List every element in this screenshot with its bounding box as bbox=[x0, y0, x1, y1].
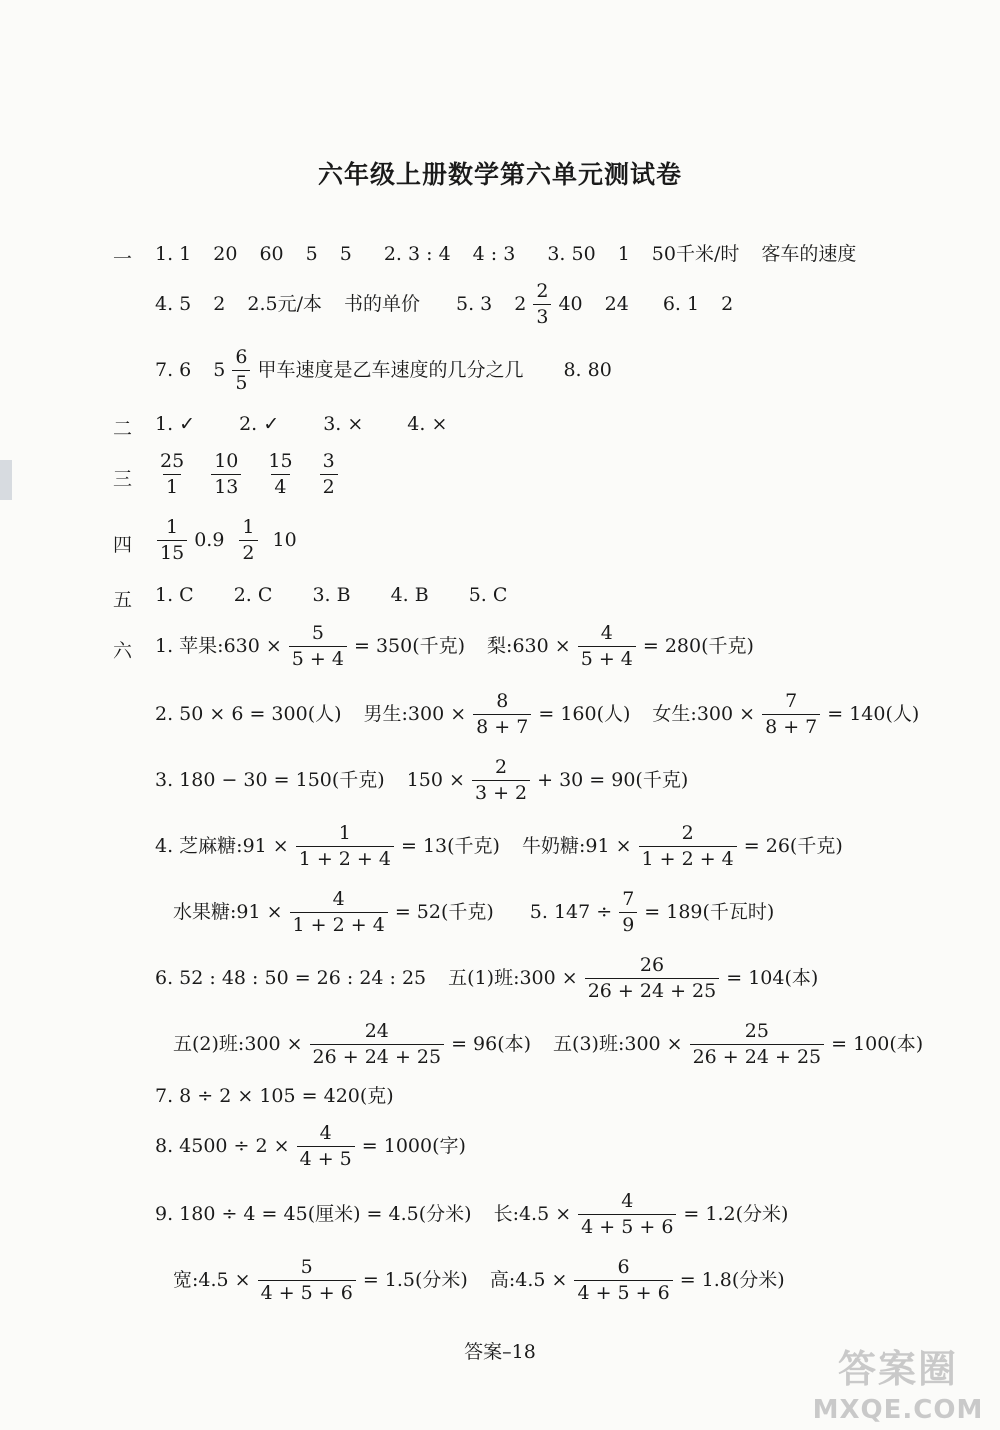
answer-text: = 280(千克) bbox=[642, 634, 754, 657]
fraction: $\frac{6}{4 + 5 + 6}$ bbox=[574, 1258, 672, 1303]
answer-text: 6. 1 bbox=[662, 292, 700, 315]
fraction: $\frac{1}{2}$ bbox=[239, 518, 257, 563]
answer-line-6-9a bbox=[155, 1184, 788, 1244]
fraction: $\frac{2}{3 + 2}$ bbox=[472, 758, 530, 803]
answer-text: 2. ✓ bbox=[239, 412, 280, 435]
answer-text: 1. C bbox=[155, 583, 194, 606]
answer-line-1-2 bbox=[155, 274, 733, 334]
answer-text: 1. 苹果:630 × bbox=[155, 634, 282, 657]
answer-text: 1 bbox=[617, 242, 630, 265]
answer-text: 40 bbox=[558, 292, 583, 315]
answer-text: = 1.8(分米) bbox=[679, 1268, 785, 1291]
answer-text: = 160(人) bbox=[538, 702, 631, 725]
answer-text: 高:4.5 × bbox=[489, 1268, 568, 1291]
answer-text: 五(2)班:300 × bbox=[173, 1032, 303, 1055]
answer-text: 9. 180 ÷ 4 = 45(厘米) = 4.5(分米) bbox=[155, 1202, 472, 1225]
section-label-6: 六 bbox=[113, 640, 133, 662]
answer-text: 梨:630 × bbox=[487, 634, 571, 657]
fraction: $\frac{24}{26 + 24 + 25}$ bbox=[310, 1022, 445, 1067]
answer-line-6-4b bbox=[173, 882, 774, 942]
answer-text: 4. × bbox=[407, 412, 448, 435]
fraction: $\frac{4}{4 + 5}$ bbox=[297, 1124, 355, 1169]
answer-text: 书的单价 bbox=[343, 292, 420, 315]
answer-text: = 1.5(分米) bbox=[362, 1268, 468, 1291]
answer-text: = 189(千瓦时) bbox=[644, 900, 775, 923]
answer-text: 3. 180 − 30 = 150(千克) bbox=[155, 768, 385, 791]
answer-text: 1. 1 bbox=[155, 242, 192, 265]
answer-text: 7. 6 bbox=[155, 358, 192, 381]
answer-text: 5. 147 ÷ bbox=[529, 900, 613, 923]
answer-text: 2 bbox=[514, 292, 527, 315]
answer-line-6-2 bbox=[155, 684, 919, 744]
section-label-4: 四 bbox=[113, 534, 133, 556]
answer-text: 4. B bbox=[390, 583, 429, 606]
answer-line-3 bbox=[150, 444, 345, 504]
fraction: $\frac{2}{3}$ bbox=[533, 282, 551, 327]
answer-text: 宽:4.5 × bbox=[173, 1268, 251, 1291]
answer-text: 50千米/时 bbox=[651, 242, 740, 265]
answer-text: 长:4.5 × bbox=[493, 1202, 572, 1225]
watermark-url: MXQE.COM bbox=[812, 1395, 984, 1425]
fraction: $\frac{4}{4 + 5 + 6}$ bbox=[578, 1192, 676, 1237]
answer-text: 5. C bbox=[468, 583, 508, 606]
answer-text: = 1.2(分米) bbox=[683, 1202, 789, 1225]
fraction: $\frac{15}{4}$ bbox=[268, 449, 293, 498]
answer-text: 3. × bbox=[323, 412, 364, 435]
answer-text: 客车的速度 bbox=[761, 242, 857, 265]
answer-text: = 1000(字) bbox=[361, 1134, 466, 1157]
answer-line-6-1 bbox=[155, 616, 754, 676]
fraction: $\frac{7}{9}$ bbox=[619, 890, 637, 935]
answer-line-6-8 bbox=[155, 1116, 466, 1176]
fraction: $\frac{3}{2}$ bbox=[320, 452, 338, 497]
section-label-5: 五 bbox=[113, 589, 133, 611]
fraction: $\frac{4}{5 + 4}$ bbox=[578, 624, 636, 669]
answer-text: 1. ✓ bbox=[155, 412, 196, 435]
answer-line-6-3 bbox=[155, 750, 688, 810]
answer-text: 5 bbox=[305, 242, 318, 265]
answer-text: 2 bbox=[213, 292, 226, 315]
fraction: $\frac{5}{5 + 4}$ bbox=[289, 624, 347, 669]
watermark-logo bbox=[808, 1338, 988, 1425]
answer-text: + 30 = 90(千克) bbox=[537, 768, 689, 791]
answer-text: = 13(千克) bbox=[400, 834, 500, 857]
fraction: $\frac{26}{26 + 24 + 25}$ bbox=[585, 956, 720, 1001]
answer-text: 3. 50 bbox=[547, 242, 596, 265]
answer-text: 女生:300 × bbox=[652, 702, 756, 725]
answer-text: 60 bbox=[259, 242, 284, 265]
answer-line-4 bbox=[150, 510, 297, 570]
answer-text: 五(3)班:300 × bbox=[553, 1032, 683, 1055]
section-label-3: 三 bbox=[113, 468, 133, 490]
fraction: $\frac{2}{1 + 2 + 4}$ bbox=[639, 824, 737, 869]
fraction: $\frac{1}{1 + 2 + 4}$ bbox=[296, 824, 394, 869]
answer-text: 8. 80 bbox=[563, 358, 612, 381]
answer-text: = 52(千克) bbox=[394, 900, 494, 923]
answer-text: 2. 3 : 4 bbox=[383, 242, 451, 265]
section-label-1: 一 bbox=[113, 248, 133, 270]
answer-text: 2.5元/本 bbox=[247, 292, 322, 315]
answer-text: 甲车速度是乙车速度的几分之几 bbox=[257, 358, 524, 381]
answer-line-6-6a bbox=[155, 948, 818, 1008]
answer-text: 150 × bbox=[406, 768, 465, 791]
answer-text: = 140(人) bbox=[827, 702, 920, 725]
fraction: $\frac{10}{13}$ bbox=[211, 452, 241, 497]
watermark-logo-text: 答案圈 bbox=[837, 1347, 958, 1391]
answer-line-1-3 bbox=[155, 340, 612, 400]
answer-text: = 100(本) bbox=[831, 1032, 924, 1055]
answer-text: 0.9 bbox=[194, 528, 225, 551]
answer-text: 4. 5 bbox=[155, 292, 192, 315]
answer-text: 牛奶糖:91 × bbox=[521, 834, 632, 857]
answer-text: 5 bbox=[213, 358, 226, 381]
page-number: 答案–18 bbox=[464, 1341, 536, 1363]
answer-text: 2 bbox=[721, 292, 734, 315]
answer-text: 8. 4500 ÷ 2 × bbox=[155, 1134, 290, 1157]
answer-text: 4 : 3 bbox=[472, 242, 516, 265]
scan-edge-mark bbox=[0, 460, 12, 500]
answer-text: 24 bbox=[604, 292, 629, 315]
answer-text: = 104(本) bbox=[726, 966, 819, 989]
answer-text: 2. 50 × 6 = 300(人) bbox=[155, 702, 342, 725]
fraction: $\frac{5}{4 + 5 + 6}$ bbox=[258, 1258, 356, 1303]
page-title: 六年级上册数学第六单元测试卷 bbox=[317, 160, 682, 189]
answer-line-6-6b bbox=[173, 1014, 923, 1074]
fraction: $\frac{1}{15}$ bbox=[157, 518, 187, 563]
fraction: $\frac{7}{8 + 7}$ bbox=[762, 692, 820, 737]
answer-text: = 26(千克) bbox=[743, 834, 843, 857]
answer-text: 4. 芝麻糖:91 × bbox=[155, 834, 289, 857]
answer-text: 五(1)班:300 × bbox=[448, 966, 578, 989]
answer-text: 2. C bbox=[233, 583, 273, 606]
fraction: $\frac{8}{8 + 7}$ bbox=[473, 692, 531, 737]
answer-text: = 96(本) bbox=[451, 1032, 532, 1055]
answer-text: 水果糖:91 × bbox=[173, 900, 283, 923]
answer-text: 5. 3 bbox=[456, 292, 493, 315]
fraction: $\frac{6}{5}$ bbox=[232, 348, 250, 393]
answer-text: 20 bbox=[213, 242, 238, 265]
answer-line-6-9b bbox=[173, 1250, 785, 1310]
answer-line-6-4a bbox=[155, 816, 843, 876]
fraction: $\frac{25}{1}$ bbox=[160, 449, 185, 498]
answer-text: = 350(千克) bbox=[353, 634, 466, 657]
answer-text: 5 bbox=[339, 242, 352, 265]
answer-text: 10 bbox=[272, 528, 297, 551]
section-label-2: 二 bbox=[113, 418, 133, 440]
answer-text: 6. 52 : 48 : 50 = 26 : 24 : 25 bbox=[155, 966, 427, 989]
fraction: $\frac{4}{1 + 2 + 4}$ bbox=[290, 890, 388, 935]
answer-text: 男生:300 × bbox=[363, 702, 467, 725]
answer-text: 7. 8 ÷ 2 × 105 = 420(克) bbox=[155, 1084, 394, 1107]
answer-text: 3. B bbox=[312, 583, 351, 606]
fraction: $\frac{25}{26 + 24 + 25}$ bbox=[690, 1022, 825, 1067]
